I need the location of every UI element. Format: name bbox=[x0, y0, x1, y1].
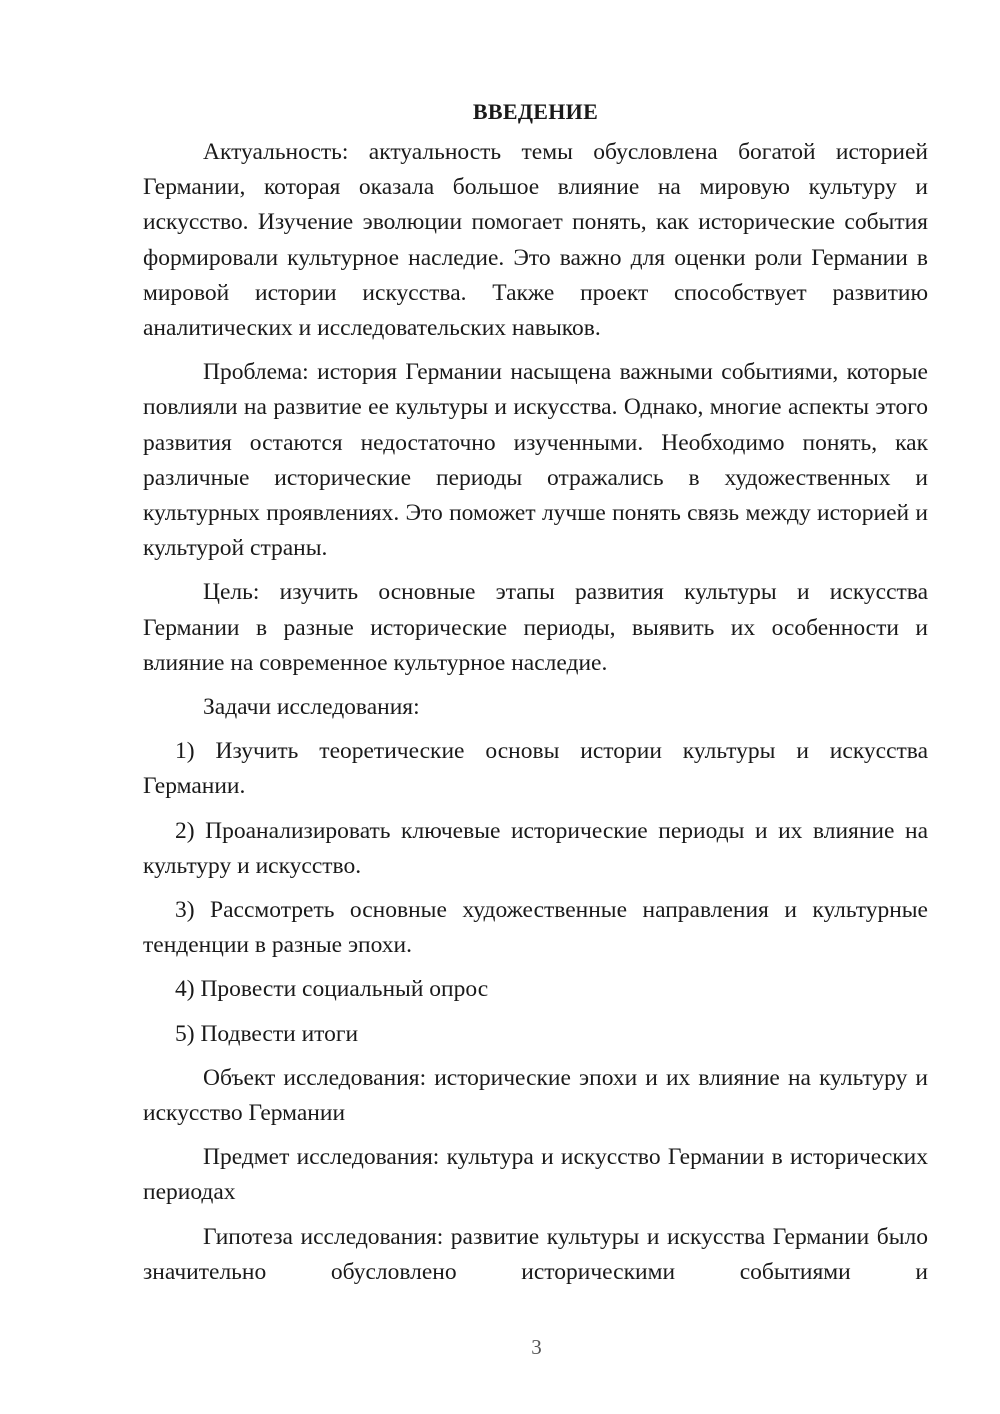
hypothesis-paragraph: Гипотеза исследования: развитие культуры и искусства Германии было значительно обусловлено историческими событиями и bbox=[143, 1223, 928, 1285]
subject-paragraph: Предмет исследования: культура и искусство Германии в исторических периодах bbox=[143, 1144, 928, 1206]
task-item: 4) Провести социальный опрос bbox=[175, 976, 489, 1003]
task-item: 2) Проанализировать ключевые исторические периоды и их влияние на культуру и искусство. bbox=[143, 817, 928, 879]
task-item: 5) Подвести итоги bbox=[175, 1020, 359, 1047]
page-number: 3 bbox=[531, 1335, 542, 1359]
goal-paragraph: Цель: изучить основные этапы развития культуры и искусства Германии в разные исторические периоды, выявить их особенности и влияние на современное культурное наследие. bbox=[143, 579, 928, 676]
task-item: 3) Рассмотреть основные художественные направления и культурные тенденции в разные эпохи. bbox=[143, 897, 928, 959]
problem-paragraph: Проблема: история Германии насыщена важными событиями, которые повлияли на развитие ее культуры и искусства. Однако, многие аспекты этого развития остаются недостаточно изученными. Необходимо понять, как различные исторические периоды отражались в художественных и культурных проявлениях. Это поможет лучше понять связь между историей и культурой страны. bbox=[143, 359, 928, 562]
section-heading: ВВЕДЕНИЕ bbox=[472, 99, 599, 124]
page-content bbox=[143, 94, 928, 1299]
relevance-paragraph: Актуальность: актуальность темы обусловлена богатой историей Германии, которая оказала большое влияние на мировую культуру и искусство. Изучение эволюции помогает понять, как исторические события формировали культурное наследие. Это важно для оценки роли Германии в мировой истории искусства. Также проект способствует развитию аналитических и исследовательских навыков. bbox=[143, 139, 928, 342]
object-paragraph: Объект исследования: исторические эпохи и их влияние на культуру и искусство Германии bbox=[143, 1064, 928, 1127]
tasks-title: Задачи исследования: bbox=[203, 694, 420, 721]
task-item: 1) Изучить теоретические основы истории культуры и искусства Германии. bbox=[143, 738, 928, 800]
